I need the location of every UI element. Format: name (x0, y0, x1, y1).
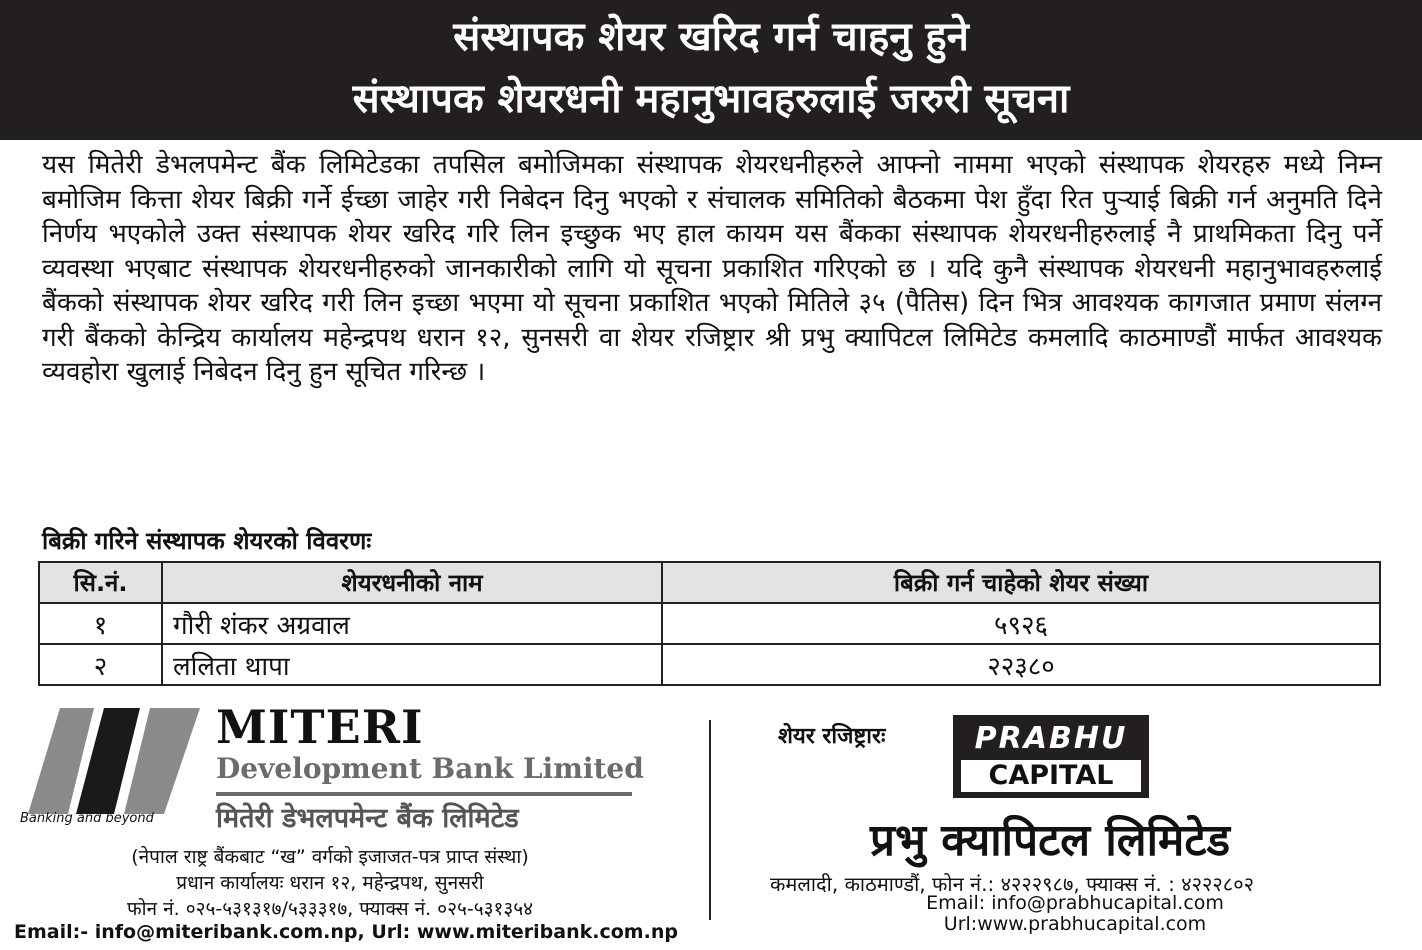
bank-license-note: (नेपाल राष्ट्र बैंकबाट “ख” वर्गको इजाजत-पत्र प्राप्त संस्था) (131, 846, 529, 868)
bank-contact: Email:- info@miteribank.com.np, Url: www.miteribank.com.np (14, 921, 678, 943)
header-title-line2: संस्थापक शेयरधनी महानुभावहरुलाई जरुरी सूचना (352, 76, 1070, 122)
col-header-name: शेयरधनीको नाम (162, 562, 662, 603)
bank-name-en-sub: Development Bank Limited (216, 752, 644, 785)
bank-head-office: प्रधान कार्यालयः धरान १२, महेन्द्रपथ, सुनसरी (176, 872, 484, 894)
bank-name-en: MITERI (216, 700, 424, 754)
footer-divider (709, 720, 711, 920)
col-header-shares: बिक्री गर्न चाहेको शेयर संख्या (662, 562, 1380, 603)
registrar-url: Url:www.prabhucapital.com (943, 913, 1207, 935)
prabhu-logo-top: PRABHU (974, 721, 1128, 756)
bank-slogan: Banking and beyond (20, 811, 154, 826)
bank-name-rule (216, 792, 632, 796)
prabhu-logo-bottom: CAPITAL (961, 760, 1141, 792)
cell-name: ललिता थापा (162, 644, 662, 685)
notice-header (0, 0, 1422, 140)
miteri-logo-icon (24, 706, 202, 816)
cell-shares: २२३८० (662, 644, 1380, 685)
shares-table (38, 561, 1381, 686)
bank-name-np: मितेरी डेभलपमेन्ट बैंक लिमिटेड (216, 803, 519, 834)
table-header-row (39, 562, 1380, 603)
cell-shares: ५९२६ (662, 603, 1380, 644)
cell-sn: १ (39, 603, 162, 644)
registrar-name-np: प्रभु क्यापिटल लिमिटेड (869, 815, 1231, 866)
cell-sn: २ (39, 644, 162, 685)
table-row (39, 644, 1380, 685)
bank-phone: फोन नं. ०२५-५३१३१७/५३३३१७, फ्याक्स नं. ०२५-५३१३५४ (126, 898, 533, 920)
header-title-line1: संस्थापक शेयर खरिद गर्न चाहनु हुने (453, 14, 969, 60)
col-header-sn: सि.नं. (39, 562, 162, 603)
cell-name: गौरी शंकर अग्रवाल (162, 603, 662, 644)
table-row (39, 603, 1380, 644)
prabhu-capital-logo (953, 715, 1149, 798)
registrar-address: कमलादी, काठमाण्डौं, फोन नं.: ४२२२९८७, फ्याक्स नं. : ४२२२८०२ (770, 872, 1255, 896)
notice-body: यस मितेरी डेभलपमेन्ट बैंक लिमिटेडका तपसिल बमोजिमका संस्थापक शेयरधनीहरुले आफ्नो नाममा भएको संस्थापक शेयरहरु मध्ये निम्न बमोजिम कित्ता शेयर बिक्री गर्ने ईच्छा जाहेर गरी निबेदन दिनु भएको र संचालक समितिको बैठकमा पेश हुँदा रित पुऱ्याई बिक्री गर्न अनुमति दिने निर्णय भएकोले उक्त संस्थापक शेयर खरिद गरि लिन इच्छुक भए हाल कायम यस बैंकका संस्थापक शेयरधनीहरुलाई नै प्राथमिकता दिनु पर्ने व्यवस्था भएबाट संस्थापक शेयरधनीहरुको जानकारीको लागि यो सूचना प्रकाशित गरिएको छ । यदि कुनै संस्थापक शेयरधनी महानुभावहरुलाई बैंकको संस्थापक शेयर खरिद गरी लिन इच्छा भएमा यो सूचना प्रकाशित भएको मितिले ३५ (पैतिस) दिन भित्र आवश्यक कागजात प्रमाण संलग्न गरी बैंकको केन्द्रिय कार्यालय महेन्द्रपथ धरान १२, सुनसरी वा शेयर रजिष्ट्रार श्री प्रभु क्यापिटल लिमिटेड कमलादि काठमाण्डौं मार्फत आवश्यक व्यवहोरा खुलाई निबेदन दिनु हुन सूचित गरिन्छ । (42, 150, 1382, 387)
registrar-label: शेयर रजिष्ट्रारः (778, 724, 886, 749)
table-subheading: बिक्री गरिने संस्थापक शेयरको विवरणः (42, 527, 372, 555)
registrar-email: Email: info@prabhucapital.com (926, 892, 1224, 914)
